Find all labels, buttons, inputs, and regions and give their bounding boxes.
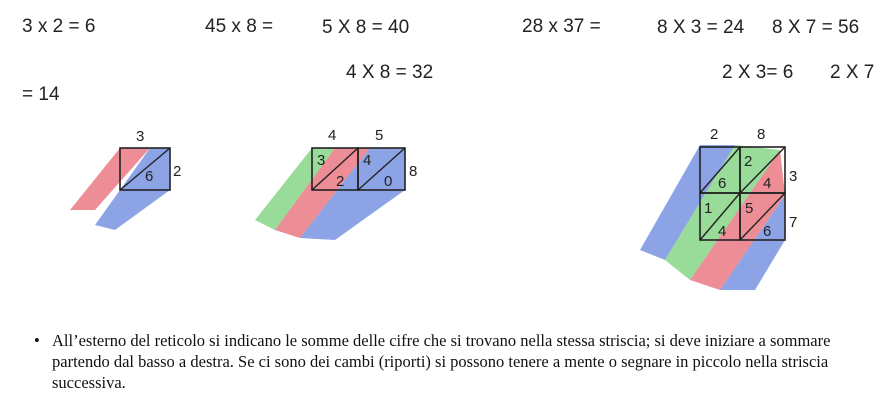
equation-28x37: 28 x 37 = [522, 16, 601, 37]
equation-5x8: 5 X 8 = 40 [322, 17, 410, 38]
equation-2x7: 2 X 7 [830, 62, 875, 83]
cell-digit: 4 [363, 152, 372, 169]
side-digit: 8 [409, 163, 418, 180]
cell-digit: 6 [763, 223, 772, 240]
bullet: • [34, 331, 40, 350]
lattice-grid-3x2 [70, 128, 181, 230]
equation-3x2: 3 x 2 = 6 [22, 16, 96, 37]
cell-digit: 5 [745, 200, 754, 217]
side-digit: 3 [789, 168, 798, 185]
equation-45x8: 45 x 8 = [205, 16, 274, 37]
top-digit: 5 [375, 127, 384, 144]
lattice-grid-45x8 [255, 127, 417, 240]
cell-digit: 1 [704, 200, 713, 217]
equation-2x3: 2 X 3= 6 [722, 62, 794, 83]
top-digit: 3 [136, 128, 145, 145]
side-digit: 2 [173, 163, 182, 180]
cell-digit: 4 [763, 175, 772, 192]
cell-digit: 6 [718, 175, 727, 192]
explanation-text: All’esterno del reticolo si indicano le somme delle cifre che si trovano nella stessa striscia; si deve iniziare a sommare partendo dal basso a destra. Se ci sono dei cambi (riporti) si possono tenere a mente o segnare in piccolo nella striscia successiva. [52, 331, 831, 392]
cell-digit: 3 [317, 152, 326, 169]
cell-digit: 2 [744, 153, 753, 170]
explanation-note [34, 330, 872, 393]
equation-8x3: 8 X 3 = 24 [657, 17, 745, 38]
cell-digit: 4 [718, 223, 727, 240]
top-digit: 2 [710, 126, 719, 143]
equation-4x8: 4 X 8 = 32 [346, 62, 434, 83]
equation-sum-14: = 14 [22, 84, 60, 105]
top-digit: 8 [757, 126, 766, 143]
cell-digit: 0 [384, 173, 393, 190]
equation-8x7: 8 X 7 = 56 [772, 17, 860, 38]
cell-digit: 6 [145, 168, 154, 185]
side-digit: 7 [789, 214, 798, 231]
top-digit: 4 [328, 127, 337, 144]
lattice-grid-28x37 [640, 126, 797, 290]
cell-digit: 2 [336, 173, 345, 190]
